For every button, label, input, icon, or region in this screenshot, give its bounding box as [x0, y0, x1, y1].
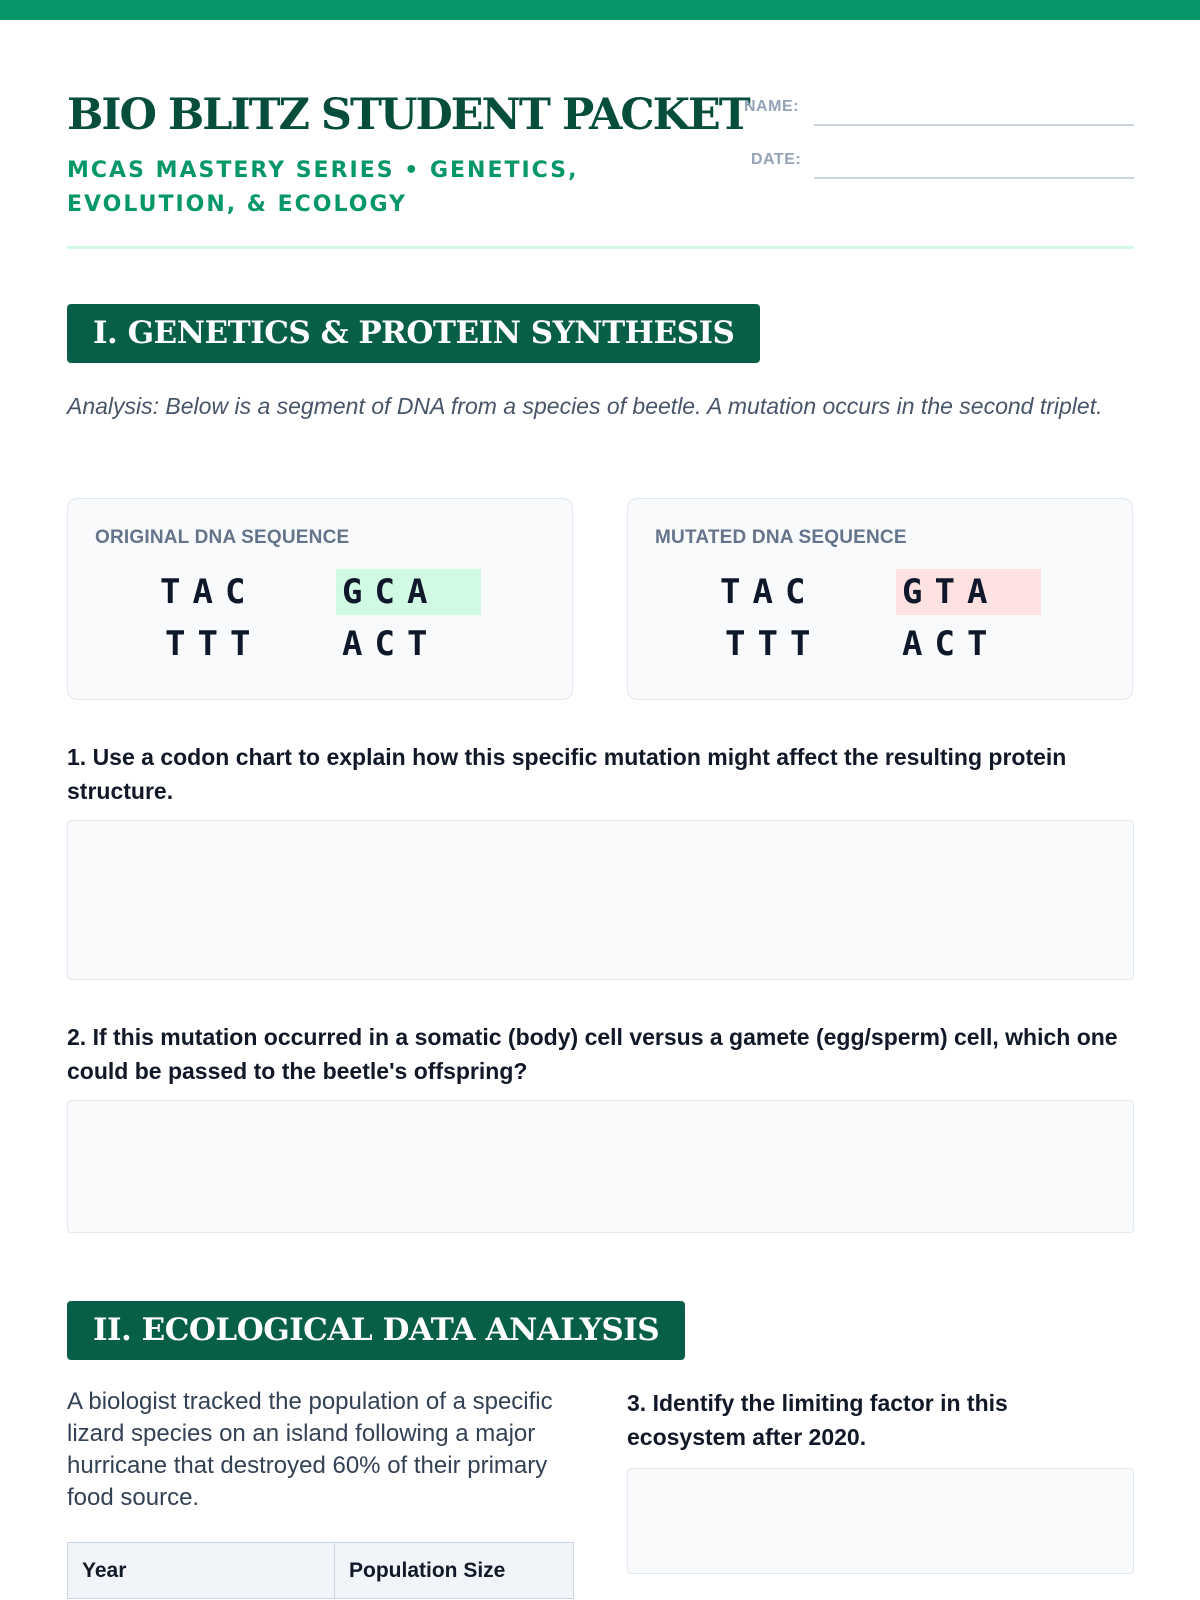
original-codon-3: TTT	[165, 624, 263, 664]
name-field[interactable]	[814, 124, 1134, 126]
ecology-intro-text: A biologist tracked the population of a specific lizard species on an island following a major hurricane that destroyed 60% of their primary food source.	[67, 1388, 553, 1511]
answer-box-1[interactable]	[67, 820, 1134, 980]
answer-box-3[interactable]	[627, 1468, 1134, 1574]
analysis-text: Analysis: Below is a segment of DNA from a species of beetle. A mutation occurs in the second triplet.	[67, 393, 1103, 419]
top-accent-bar	[0, 0, 1200, 20]
date-field[interactable]	[814, 177, 1134, 179]
header-divider	[67, 246, 1134, 249]
original-dna-card	[67, 498, 573, 700]
table-header-row	[68, 1543, 574, 1599]
column-header-year: Year	[68, 1543, 335, 1599]
name-label: NAME:	[744, 98, 799, 115]
page-title: BIO BLITZ STUDENT PACKET	[67, 90, 749, 140]
question-3: 3. Identify the limiting factor in this ecosystem after 2020.	[627, 1390, 1008, 1450]
mutated-codon-1: TAC	[720, 572, 818, 612]
mutated-codon-4: ACT	[902, 624, 1000, 664]
question-2: 2. If this mutation occurred in a somatic (body) cell versus a gamete (egg/sperm) cell, which one could be passed to the beetle's offspring?	[67, 1024, 1118, 1084]
mutated-codon-2: GTA	[902, 572, 1000, 612]
column-header-population: Population Size	[335, 1543, 574, 1599]
section-2-heading: II. ECOLOGICAL DATA ANALYSIS	[67, 1301, 685, 1360]
original-dna-label: ORIGINAL DNA SEQUENCE	[95, 527, 350, 548]
date-label: DATE:	[751, 151, 802, 168]
original-codon-4: ACT	[342, 624, 440, 664]
mutated-dna-label: MUTATED DNA SEQUENCE	[655, 527, 907, 548]
page-subtitle: MCAS MASTERY SERIES • GENETICS, EVOLUTION, & ECOLOGY	[67, 158, 579, 217]
original-codon-1: TAC	[160, 572, 258, 612]
mutated-codon-3: TTT	[725, 624, 823, 664]
question-1: 1. Use a codon chart to explain how this specific mutation might affect the resulting protein structure.	[67, 744, 1067, 804]
mutated-dna-card	[627, 498, 1133, 700]
answer-box-2[interactable]	[67, 1100, 1134, 1233]
population-table	[67, 1542, 574, 1599]
section-1-heading: I. GENETICS & PROTEIN SYNTHESIS	[67, 304, 760, 363]
original-codon-2: GCA	[342, 572, 440, 612]
